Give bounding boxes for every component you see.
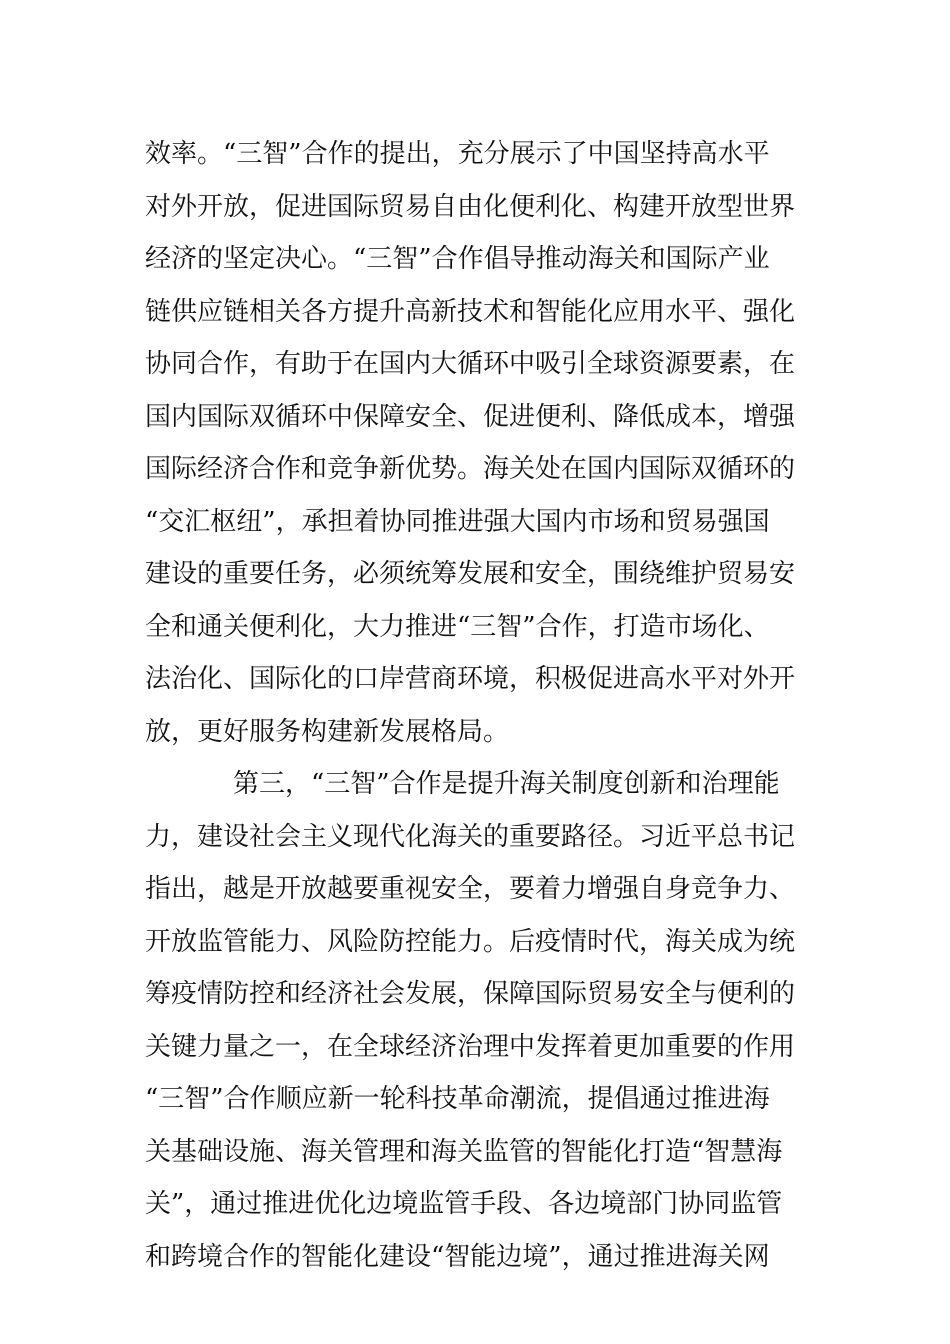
text-line: 法治化、国际化的口岸营商环境，积极促进高水平对外开 [145, 664, 796, 694]
text-line: 关基础设施、海关管理和海关监管的智能化打造“智慧海 [145, 1136, 783, 1167]
text-line: 协同合作，有助于在国内大循环中吸引全球资源要素，在 [145, 349, 796, 379]
text-line-first: 第三，“三智”合作是提升海关制度创新和治理能 [233, 769, 780, 799]
text-line: 对外开放，促进国际贸易自由化便利化、构建开放型世界 [145, 191, 796, 222]
text-line: “交汇枢纽”，承担着协同推进强大国内市场和贸易强国 [145, 506, 770, 537]
text-line: 力，建设社会主义现代化海关的重要路径。习近平总书记 [145, 821, 796, 852]
text-line: 国内国际双循环中保障安全、促进便利、降低成本，增强 [145, 401, 796, 432]
body-text [145, 128, 810, 1283]
text-line: 国际经济合作和竞争新优势。海关处在国内国际双循环的 [145, 454, 796, 484]
text-line: 开放监管能力、风险防控能力。后疫情时代，海关成为统 [145, 926, 796, 957]
text-line: 链供应链相关各方提升高新技术和智能化应用水平、强化 [145, 296, 796, 327]
text-line: 经济的坚定决心。“三智”合作倡导推动海关和国际产业 [145, 244, 770, 274]
text-line: 关键力量之一，在全球经济治理中发挥着更加重要的作用 [145, 1031, 796, 1062]
text-line: 筹疫情防控和经济社会发展，保障国际贸易安全与便利的 [145, 979, 796, 1009]
text-line: 效率。“三智”合作的提出，充分展示了中国坚持高水平 [145, 139, 770, 169]
text-line: “三智”合作顺应新一轮科技革命潮流，提倡通过推进海 [145, 1084, 770, 1114]
paragraph-1 [145, 128, 810, 758]
text-line: 全和通关便利化，大力推进“三智”合作，打造市场化、 [145, 611, 770, 642]
text-line: 和跨境合作的智能化建设“智能边境”，通过推进海关网 [145, 1241, 770, 1272]
text-line: 关”，通过推进优化边境监管手段、各边境部门协同监管 [145, 1189, 783, 1219]
paragraph-2 [145, 758, 810, 1283]
text-line: 放，更好服务构建新发展格局。 [145, 716, 510, 747]
text-line: 指出，越是开放越要重视安全，要着力增强自身竞争力、 [145, 874, 796, 904]
text-line: 建设的重要任务，必须统筹发展和安全，围绕维护贸易安 [145, 559, 796, 589]
